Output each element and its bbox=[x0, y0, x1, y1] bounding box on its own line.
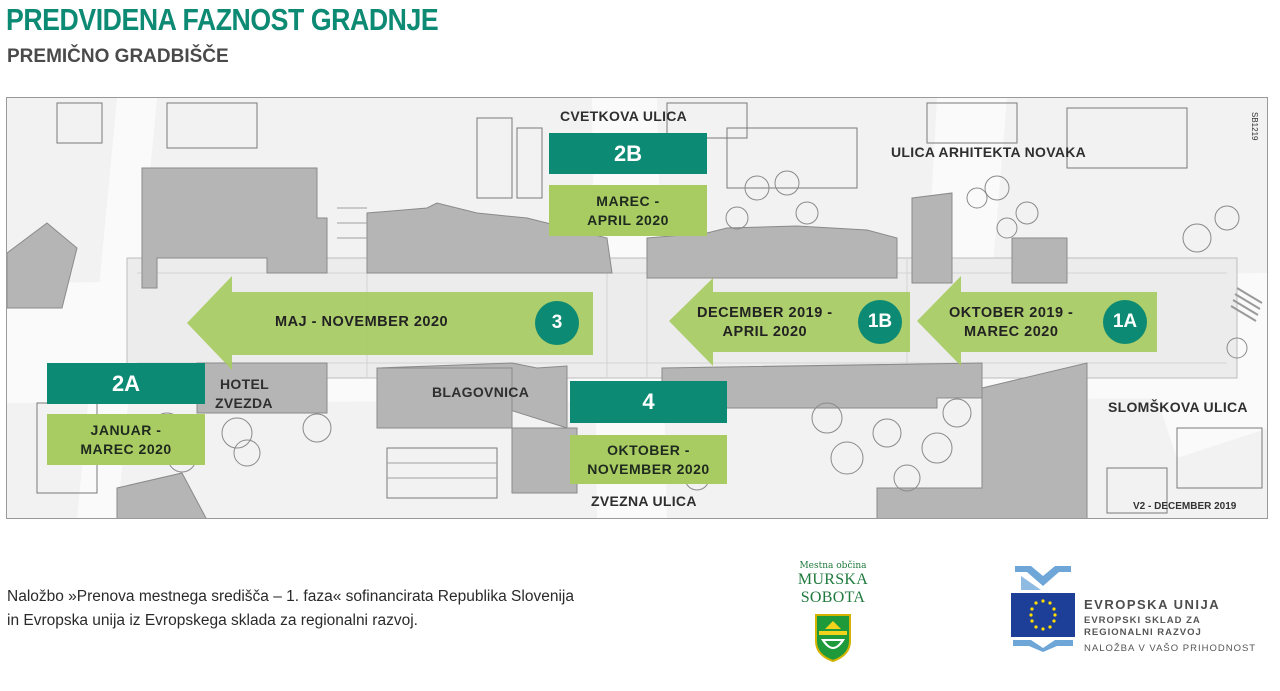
street-arhitekta-novaka: ULICA ARHITEKTA NOVAKA bbox=[891, 144, 1087, 160]
eu-title: EVROPSKA UNIJA bbox=[1084, 597, 1221, 612]
phase-4-dates bbox=[570, 435, 727, 484]
phase-2a-date-line2: MAREC 2020 bbox=[80, 440, 172, 457]
funding-note-line1: Naložbo »Prenova mestnega središča – 1. faza« sofinancirata Republika Slovenija bbox=[7, 588, 574, 605]
phase-1b-date-line1: DECEMBER 2019 - bbox=[697, 305, 833, 321]
phase-1a-dates bbox=[949, 304, 1073, 342]
municipality-name: MURSKA SOBOTA bbox=[797, 571, 869, 606]
phase-2a-dates bbox=[47, 414, 205, 465]
phase-4-date-line1: OKTOBER - bbox=[607, 441, 690, 458]
eu-slogan: NALOŽBA V VAŠO PRIHODNOST bbox=[1084, 643, 1257, 654]
place-blagovnica: BLAGOVNICA bbox=[432, 384, 530, 400]
construction-phase-map bbox=[6, 97, 1268, 519]
coat-of-arms-icon bbox=[813, 613, 853, 663]
phase-1b-dates bbox=[697, 304, 833, 342]
phase-3-badge: 3 bbox=[535, 301, 579, 345]
phase-4-date-line2: NOVEMBER 2020 bbox=[587, 460, 710, 477]
eu-fund-line2: REGIONALNI RAZVOJ bbox=[1084, 627, 1202, 638]
phase-3-dates: MAJ - NOVEMBER 2020 bbox=[275, 314, 449, 330]
phase-2a-label: 2A bbox=[47, 363, 205, 404]
phase-2a-date-line1: JANUAR - bbox=[90, 421, 162, 438]
phase-1a-badge: 1A bbox=[1103, 300, 1147, 344]
sheet-code: SB1219 bbox=[1250, 112, 1259, 141]
phase-1b-badge: 1B bbox=[858, 300, 902, 344]
page-subtitle: PREMIČNO GRADBIŠČE bbox=[7, 46, 229, 67]
street-slomskova: SLOMŠKOVA ULICA bbox=[1108, 399, 1248, 415]
phase-2b-label: 2B bbox=[549, 133, 707, 174]
map-version: V2 - DECEMBER 2019 bbox=[1133, 501, 1237, 512]
eu-fund-line1: EVROPSKI SKLAD ZA bbox=[1084, 615, 1201, 626]
phase-2b-date-line1: MAREC - bbox=[596, 192, 660, 209]
page-title: PREDVIDENA FAZNOST GRADNJE bbox=[6, 2, 439, 37]
phase-1a-date-line1: OKTOBER 2019 - bbox=[949, 305, 1074, 321]
eu-logo-graphic bbox=[1011, 566, 1075, 652]
phase-2b-dates bbox=[549, 185, 707, 236]
funding-note-line2: in Evropska unija iz Evropskega sklada za regionalni razvoj. bbox=[7, 612, 418, 629]
phase-1b-date-line2: APRIL 2020 bbox=[722, 324, 808, 340]
place-hotel-line1: HOTEL bbox=[220, 376, 269, 392]
phase-2b-date-line2: APRIL 2020 bbox=[587, 211, 669, 228]
phase-4-label: 4 bbox=[570, 381, 727, 423]
murska-sobota-logo bbox=[768, 561, 898, 668]
municipality-small-text: Mestna občina bbox=[799, 561, 867, 571]
street-cvetkova: CVETKOVA ULICA bbox=[560, 108, 688, 124]
funding-note bbox=[7, 585, 574, 633]
phase-1a-date-line2: MAREC 2020 bbox=[963, 324, 1059, 340]
street-zvezna: ZVEZNA ULICA bbox=[591, 493, 697, 509]
place-hotel-line2: ZVEZDA bbox=[215, 395, 273, 411]
